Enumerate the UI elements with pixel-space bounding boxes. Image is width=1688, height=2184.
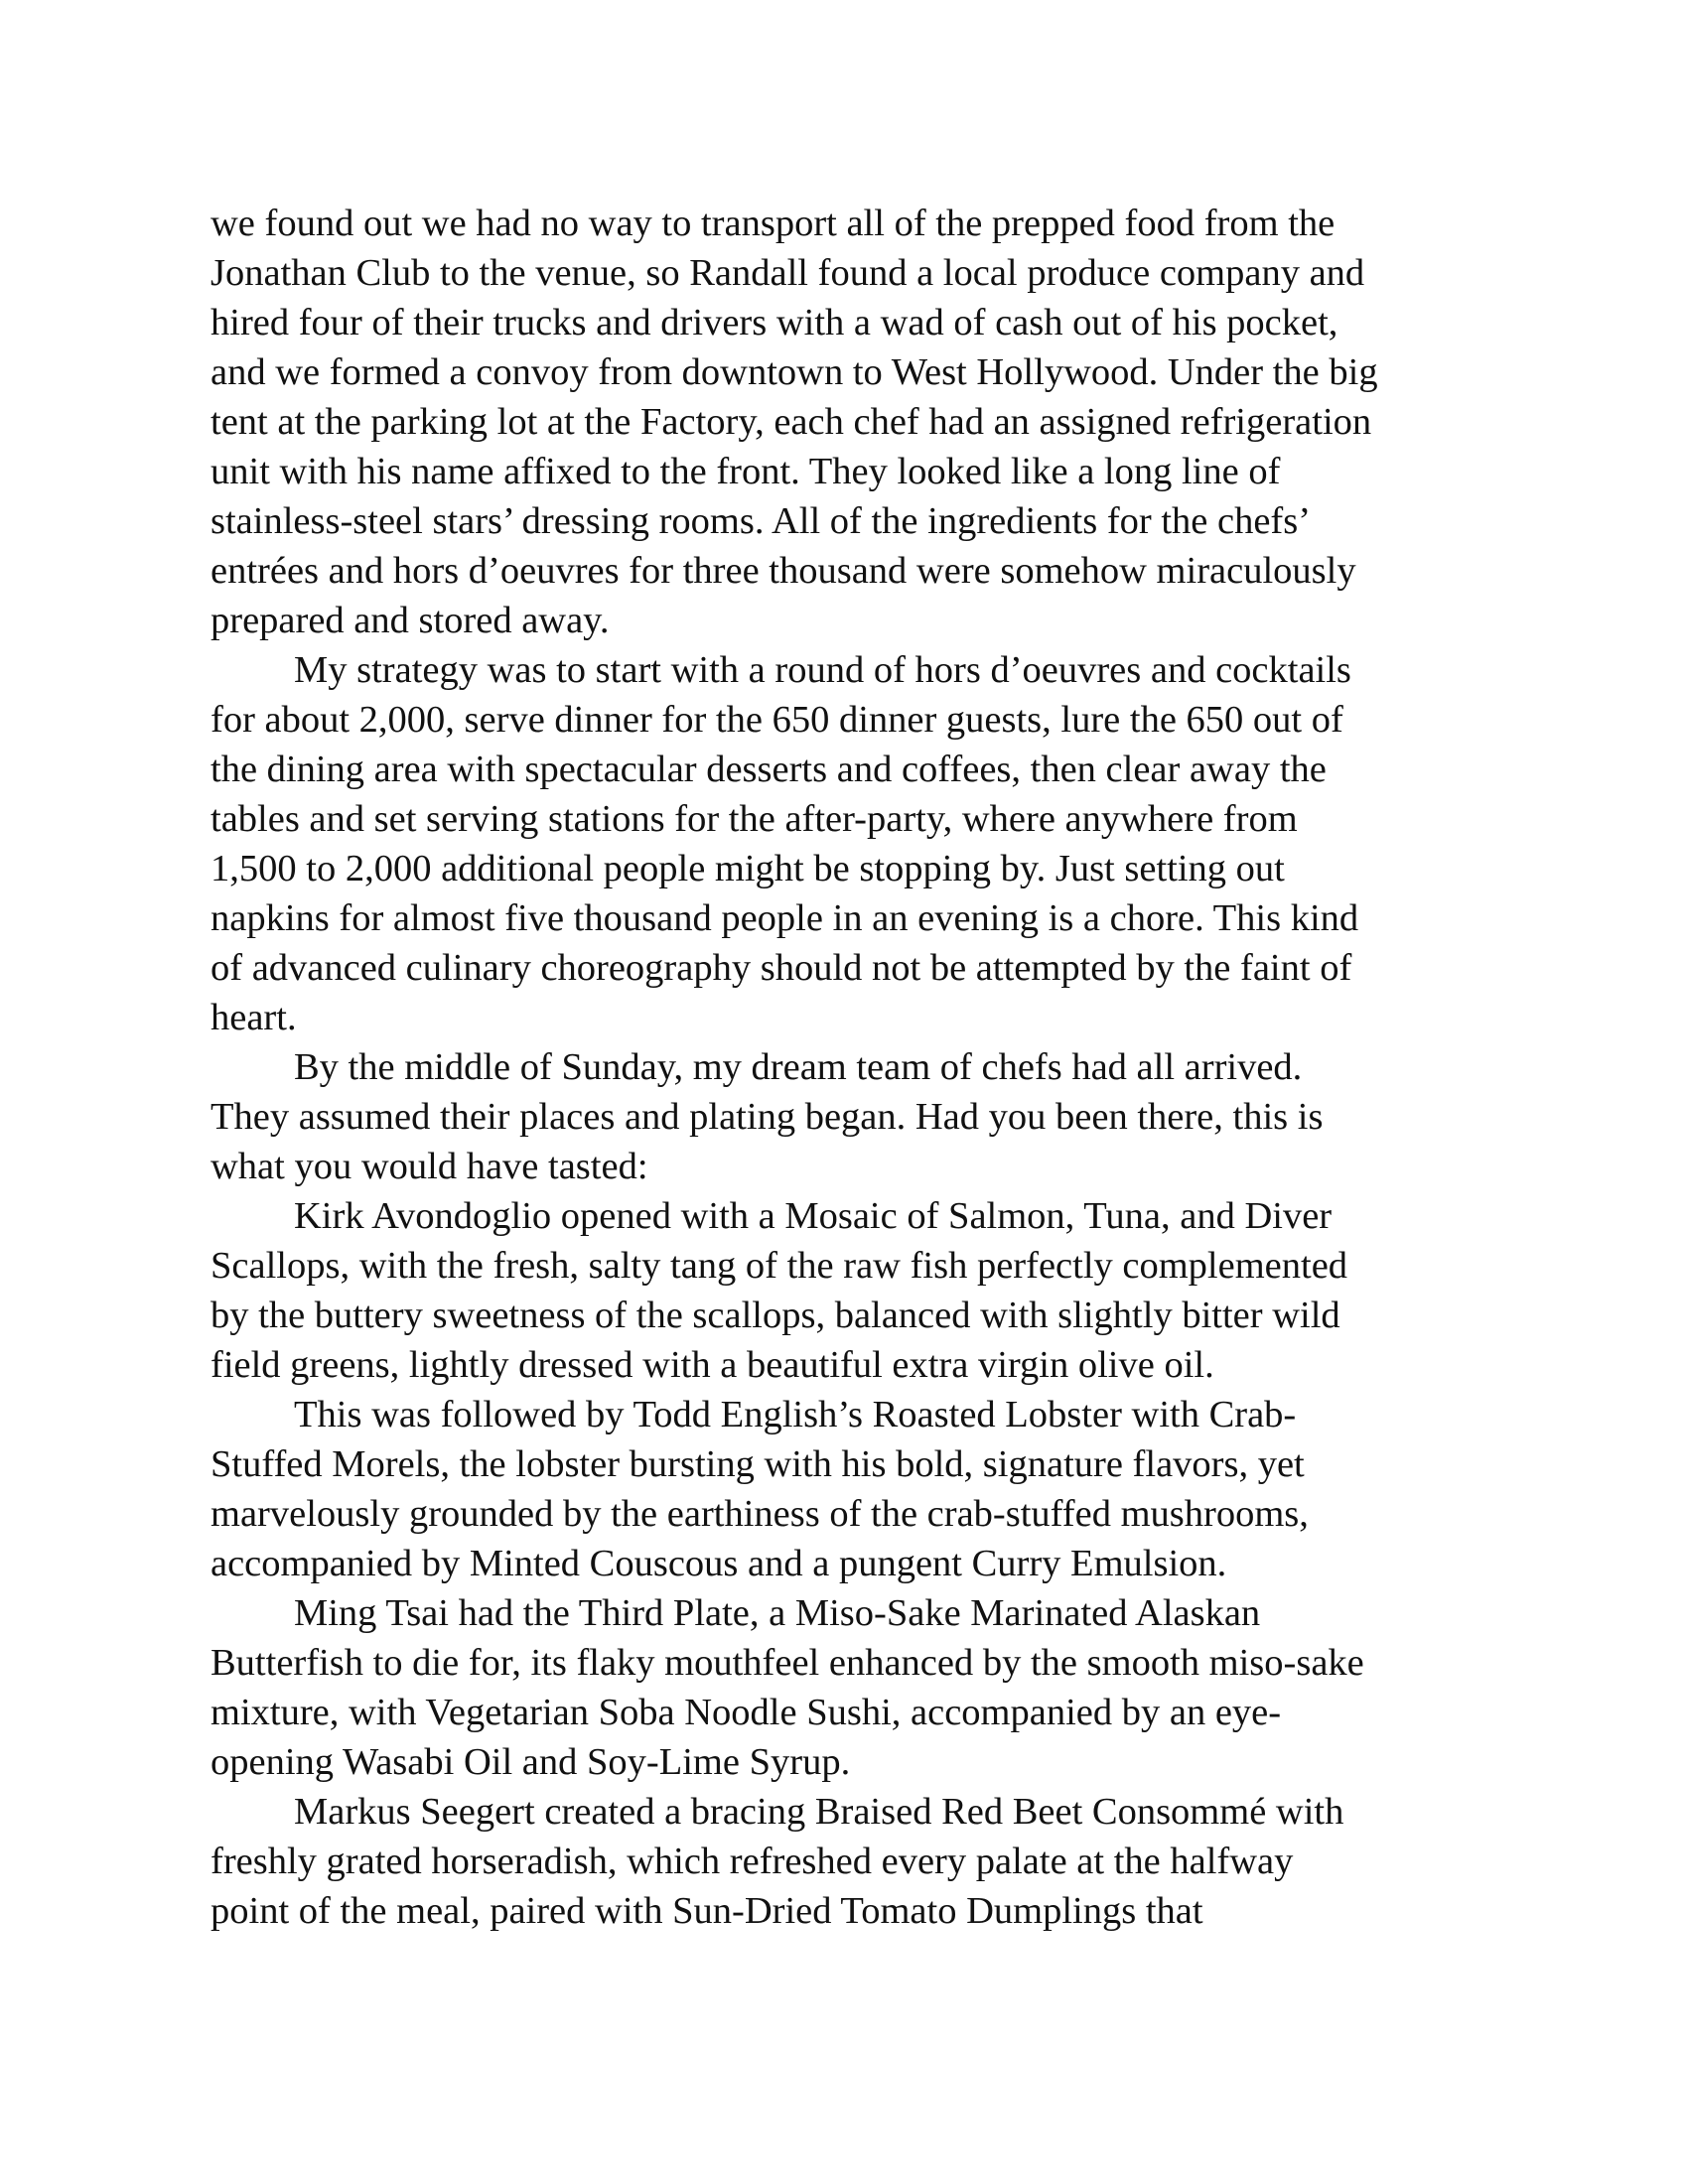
- text-line: They assumed their places and plating began. Had you been there, this is: [211, 1096, 1324, 1138]
- paragraph-4: [211, 1191, 1501, 1390]
- text-line: Markus Seegert created a bracing Braised Red Beet Consommé with: [294, 1791, 1344, 1833]
- text-line: 1,500 to 2,000 additional people might be stopping by. Just setting out: [211, 848, 1285, 889]
- text-line: we found out we had no way to transport all of the prepped food from the: [211, 203, 1336, 244]
- text-line: stainless-steel stars’ dressing rooms. All of the ingredients for the chefs’: [211, 500, 1312, 542]
- text-line: My strategy was to start with a round of hors d’oeuvres and cocktails: [294, 649, 1351, 691]
- text-line: Kirk Avondoglio opened with a Mosaic of Salmon, Tuna, and Diver: [294, 1195, 1333, 1237]
- text-line: hired four of their trucks and drivers with a wad of cash out of his pocket,: [211, 302, 1338, 343]
- text-line: of advanced culinary choreography should not be attempted by the faint of: [211, 947, 1352, 989]
- text-line: Butterfish to die for, its flaky mouthfeel enhanced by the smooth miso-sake: [211, 1642, 1364, 1684]
- paragraph-1: [211, 199, 1501, 645]
- text-line: Ming Tsai had the Third Plate, a Miso-Sake Marinated Alaskan: [294, 1592, 1261, 1634]
- text-line: for about 2,000, serve dinner for the 650 dinner guests, lure the 650 out of: [211, 699, 1343, 741]
- text-line: Jonathan Club to the venue, so Randall found a local produce company and: [211, 252, 1365, 294]
- text-line: point of the meal, paired with Sun-Dried Tomato Dumplings that: [211, 1890, 1203, 1932]
- text-line: opening Wasabi Oil and Soy-Lime Syrup.: [211, 1741, 851, 1783]
- text-line: This was followed by Todd English’s Roasted Lobster with Crab-: [294, 1394, 1297, 1435]
- text-line: what you would have tasted:: [211, 1146, 648, 1187]
- text-line: napkins for almost five thousand people in an evening is a chore. This kind: [211, 897, 1359, 939]
- text-line: entrées and hors d’oeuvres for three thousand were somehow miraculously: [211, 550, 1356, 592]
- text-line: Scallops, with the fresh, salty tang of the raw fish perfectly complemented: [211, 1245, 1348, 1287]
- text-line: accompanied by Minted Couscous and a pungent Curry Emulsion.: [211, 1543, 1227, 1584]
- text-line: and we formed a convoy from downtown to West Hollywood. Under the big: [211, 351, 1378, 393]
- text-line: the dining area with spectacular desserts and coffees, then clear away the: [211, 749, 1327, 790]
- paragraph-5: [211, 1390, 1501, 1588]
- text-line: unit with his name affixed to the front. They looked like a long line of: [211, 451, 1281, 492]
- body-text: [211, 199, 1501, 1936]
- text-line: freshly grated horseradish, which refreshed every palate at the halfway: [211, 1841, 1294, 1882]
- text-line: marvelously grounded by the earthiness of the crab-stuffed mushrooms,: [211, 1493, 1309, 1535]
- text-line: by the buttery sweetness of the scallops, balanced with slightly bitter wild: [211, 1295, 1340, 1336]
- text-line: field greens, lightly dressed with a beautiful extra virgin olive oil.: [211, 1344, 1214, 1386]
- text-line: tent at the parking lot at the Factory, each chef had an assigned refrigeration: [211, 401, 1372, 443]
- text-line: heart.: [211, 997, 297, 1038]
- text-line: Stuffed Morels, the lobster bursting with his bold, signature flavors, yet: [211, 1443, 1305, 1485]
- paragraph-3: [211, 1042, 1501, 1191]
- paragraph-6: [211, 1588, 1501, 1787]
- text-line: tables and set serving stations for the after-party, where anywhere from: [211, 798, 1298, 840]
- paragraph-2: [211, 645, 1501, 1042]
- text-line: mixture, with Vegetarian Soba Noodle Sushi, accompanied by an eye-: [211, 1692, 1282, 1733]
- text-line: prepared and stored away.: [211, 600, 610, 641]
- paragraph-7: [211, 1787, 1501, 1936]
- text-line: By the middle of Sunday, my dream team of chefs had all arrived.: [294, 1046, 1303, 1088]
